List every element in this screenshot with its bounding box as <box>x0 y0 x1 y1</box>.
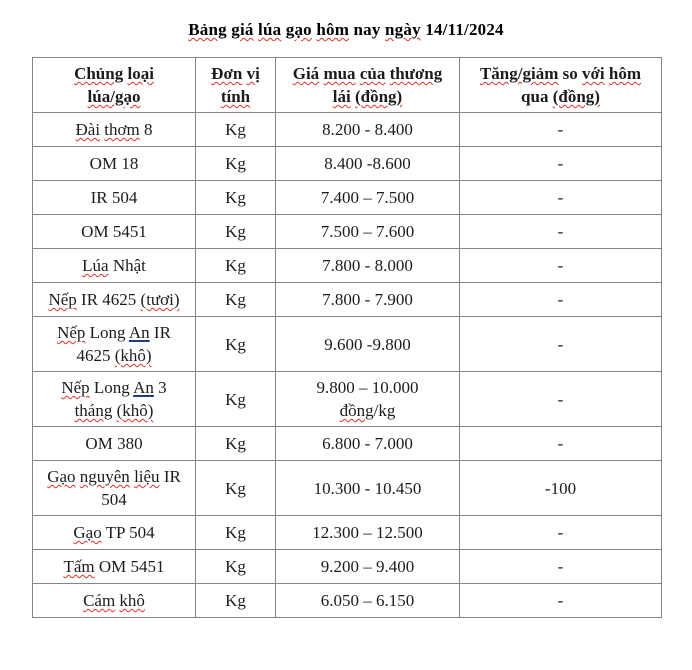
rice-type-cell <box>33 550 196 584</box>
change-cell: - <box>460 113 662 147</box>
column-header-change <box>460 58 662 113</box>
spellcheck-marked-word: (đồng) <box>354 87 403 106</box>
table-row <box>33 372 662 427</box>
spellcheck-marked-word: với <box>582 64 605 83</box>
spellcheck-marked-word: Gạo <box>47 467 76 486</box>
spellcheck-marked-word: thương <box>389 64 443 83</box>
unit-cell: Kg <box>196 550 276 584</box>
text-line <box>36 465 192 488</box>
text-line <box>36 555 192 578</box>
column-header-unit <box>196 58 276 113</box>
change-cell: - <box>460 516 662 550</box>
text-segment: 10.300 - 10.450 <box>313 478 422 498</box>
text-segment: nay <box>349 20 386 39</box>
unit-cell: Kg <box>196 181 276 215</box>
unit-cell: Kg <box>196 317 276 372</box>
spellcheck-marked-word: tháng <box>74 401 113 420</box>
spellcheck-marked-word: giá <box>231 20 254 39</box>
text-segment: TP 504 <box>101 523 155 542</box>
text-segment: IR <box>159 467 181 486</box>
grammar-marked-word: An <box>128 323 150 342</box>
rice-type-cell <box>33 516 196 550</box>
price-cell <box>276 215 460 249</box>
text-line <box>188 20 504 39</box>
text-line <box>36 589 192 612</box>
price-cell <box>276 584 460 618</box>
spellcheck-marked-word: hôm <box>316 20 350 39</box>
text-line <box>36 321 192 344</box>
rice-type-cell <box>33 215 196 249</box>
text-segment: 3 <box>153 378 167 397</box>
spellcheck-marked-word: nguyên <box>79 467 130 486</box>
text-segment: 12.300 – 12.500 <box>312 523 423 542</box>
spellcheck-marked-word: mua <box>323 64 356 83</box>
text-segment: 8 <box>139 120 153 139</box>
text-line <box>36 344 192 367</box>
text-line <box>36 376 192 399</box>
text-segment: OM 5451 <box>81 222 147 241</box>
table-row <box>33 147 662 181</box>
change-cell: - <box>460 317 662 372</box>
text-line <box>279 152 456 175</box>
document-page <box>0 20 692 618</box>
spellcheck-marked-word: Tăng/giảm <box>479 64 559 83</box>
price-cell <box>276 550 460 584</box>
price-cell <box>276 516 460 550</box>
text-segment: so <box>558 64 582 83</box>
text-line <box>279 589 456 612</box>
rice-price-table <box>32 57 662 618</box>
table-header-row <box>33 58 662 113</box>
price-cell <box>276 147 460 181</box>
text-line <box>279 186 456 209</box>
text-line <box>279 555 456 578</box>
column-header-name <box>33 58 196 113</box>
text-line <box>199 85 272 108</box>
text-segment: 9.600 -9.800 <box>324 334 411 354</box>
spellcheck-marked-word: Giá <box>292 64 320 83</box>
spellcheck-marked-word: liệu <box>134 467 160 486</box>
text-line <box>279 432 456 455</box>
spellcheck-marked-word: Nếp <box>57 323 86 342</box>
text-line <box>279 477 456 500</box>
table-row <box>33 550 662 584</box>
spellcheck-marked-word: Nếp <box>61 378 90 397</box>
change-cell: - <box>460 372 662 427</box>
change-cell: - <box>460 147 662 181</box>
text-segment: /kg <box>373 401 396 420</box>
text-line <box>36 399 192 422</box>
spellcheck-marked-word: lúa/gạo <box>87 87 141 106</box>
spellcheck-marked-word: Đơn <box>211 64 243 83</box>
unit-cell: Kg <box>196 113 276 147</box>
table-row <box>33 113 662 147</box>
unit-cell: Kg <box>196 427 276 461</box>
spellcheck-marked-word: lái <box>332 87 351 106</box>
price-cell <box>276 113 460 147</box>
text-segment: Nhật <box>108 256 146 275</box>
price-cell <box>276 461 460 516</box>
change-cell: - <box>460 427 662 461</box>
text-segment: 4625 <box>76 346 115 365</box>
unit-cell: Kg <box>196 584 276 618</box>
text-line <box>463 85 658 108</box>
change-cell: - <box>460 181 662 215</box>
table-row <box>33 249 662 283</box>
text-segment: 7.400 – 7.500 <box>320 188 415 207</box>
text-line <box>279 118 456 141</box>
price-cell <box>276 181 460 215</box>
text-segment: 14/11/2024 <box>420 20 504 39</box>
price-cell <box>276 372 460 427</box>
text-line <box>279 288 456 311</box>
change-cell: -100 <box>460 461 662 516</box>
text-segment: Long <box>89 378 134 397</box>
rice-type-cell <box>33 147 196 181</box>
text-line <box>36 521 192 544</box>
price-cell <box>276 249 460 283</box>
change-cell: - <box>460 550 662 584</box>
text-segment: 8.400 -8.600 <box>324 154 411 173</box>
text-line <box>279 376 456 399</box>
change-cell: - <box>460 215 662 249</box>
spellcheck-marked-word: thơm <box>104 120 140 139</box>
spellcheck-marked-word: tính <box>220 87 251 106</box>
text-segment: 6.800 - 7.000 <box>322 434 413 453</box>
unit-cell: Kg <box>196 215 276 249</box>
text-line <box>36 488 192 511</box>
text-line <box>199 62 272 85</box>
price-cell <box>276 427 460 461</box>
change-cell: - <box>460 249 662 283</box>
rice-type-cell <box>33 372 196 427</box>
text-line <box>36 118 192 141</box>
change-cell: - <box>460 283 662 317</box>
spellcheck-marked-word: Lúa <box>82 256 109 275</box>
change-cell: - <box>460 584 662 618</box>
unit-cell: Kg <box>196 147 276 181</box>
spellcheck-marked-word: lúa <box>258 20 282 39</box>
spellcheck-marked-word: Gạo <box>73 523 102 542</box>
spellcheck-marked-word: gạo <box>285 20 312 39</box>
spellcheck-marked-word: ngày <box>385 20 421 39</box>
text-segment: IR <box>149 323 171 342</box>
text-segment: 7.800 - 7.900 <box>322 290 413 309</box>
text-line <box>36 220 192 243</box>
unit-cell: Kg <box>196 283 276 317</box>
spellcheck-marked-word: đồng <box>339 401 374 420</box>
spellcheck-marked-word: Tấm <box>63 557 95 576</box>
text-segment: 8.200 - 8.400 <box>322 120 413 139</box>
text-segment: 7.500 – 7.600 <box>320 222 415 241</box>
table-row <box>33 516 662 550</box>
table-row <box>33 317 662 372</box>
text-line <box>36 62 192 85</box>
rice-type-cell <box>33 113 196 147</box>
text-line <box>36 85 192 108</box>
unit-cell: Kg <box>196 249 276 283</box>
spellcheck-marked-word: loại <box>127 64 154 83</box>
rice-type-cell <box>33 181 196 215</box>
spellcheck-marked-word: Bảng <box>188 20 227 39</box>
text-line <box>36 186 192 209</box>
unit-cell: Kg <box>196 372 276 427</box>
text-segment: IR 4625 <box>76 290 141 309</box>
grammar-marked-word: An <box>133 378 154 397</box>
text-line <box>36 432 192 455</box>
text-segment: 7.800 - 8.000 <box>322 256 413 275</box>
text-line <box>463 62 658 85</box>
spellcheck-marked-word: vị <box>246 64 260 83</box>
text-segment: IR 504 <box>90 188 138 207</box>
text-line <box>36 288 192 311</box>
text-line <box>36 254 192 277</box>
table-row <box>33 283 662 317</box>
table-row <box>33 461 662 516</box>
price-cell <box>276 283 460 317</box>
table-body <box>33 113 662 618</box>
rice-type-cell <box>33 249 196 283</box>
table-row <box>33 215 662 249</box>
rice-type-cell <box>33 317 196 372</box>
text-line <box>36 152 192 175</box>
table-row <box>33 181 662 215</box>
unit-cell: Kg <box>196 516 276 550</box>
text-line <box>279 254 456 277</box>
spellcheck-marked-word: (khô) <box>116 401 154 420</box>
rice-type-cell <box>33 283 196 317</box>
unit-cell: Kg <box>196 461 276 516</box>
spellcheck-marked-word: (đồng) <box>552 87 600 106</box>
text-line <box>279 399 456 422</box>
text-line <box>279 333 456 356</box>
text-line <box>279 85 456 108</box>
price-cell <box>276 317 460 372</box>
rice-type-cell <box>33 584 196 618</box>
text-segment: OM 380 <box>85 434 143 453</box>
text-line <box>279 521 456 544</box>
spellcheck-marked-word: Nếp <box>48 290 77 309</box>
spellcheck-marked-word: hôm <box>608 64 642 83</box>
table-row <box>33 584 662 618</box>
text-segment: 9.200 – 9.400 <box>320 557 415 576</box>
text-segment: OM 5451 <box>94 557 165 576</box>
text-segment: Long <box>85 323 129 342</box>
spellcheck-marked-word: (khô) <box>114 346 152 365</box>
text-segment: 9.800 – 10.000 <box>316 378 419 397</box>
rice-type-cell <box>33 427 196 461</box>
text-line <box>279 220 456 243</box>
text-segment: 6.050 – 6.150 <box>320 591 415 610</box>
page-title <box>0 20 692 40</box>
text-line <box>279 62 456 85</box>
spellcheck-marked-word: Đài <box>75 120 101 139</box>
text-segment: 504 <box>101 490 127 509</box>
table-row <box>33 427 662 461</box>
spellcheck-marked-word: Cám <box>83 591 116 610</box>
spellcheck-marked-word: khô <box>119 591 145 610</box>
text-segment: OM 18 <box>89 154 139 173</box>
text-segment: qua <box>521 87 553 106</box>
table-header <box>33 58 662 113</box>
column-header-price <box>276 58 460 113</box>
spellcheck-marked-word: (tươi) <box>140 290 180 309</box>
spellcheck-marked-word: Chủng <box>74 64 124 83</box>
rice-type-cell <box>33 461 196 516</box>
spellcheck-marked-word: của <box>359 64 386 83</box>
